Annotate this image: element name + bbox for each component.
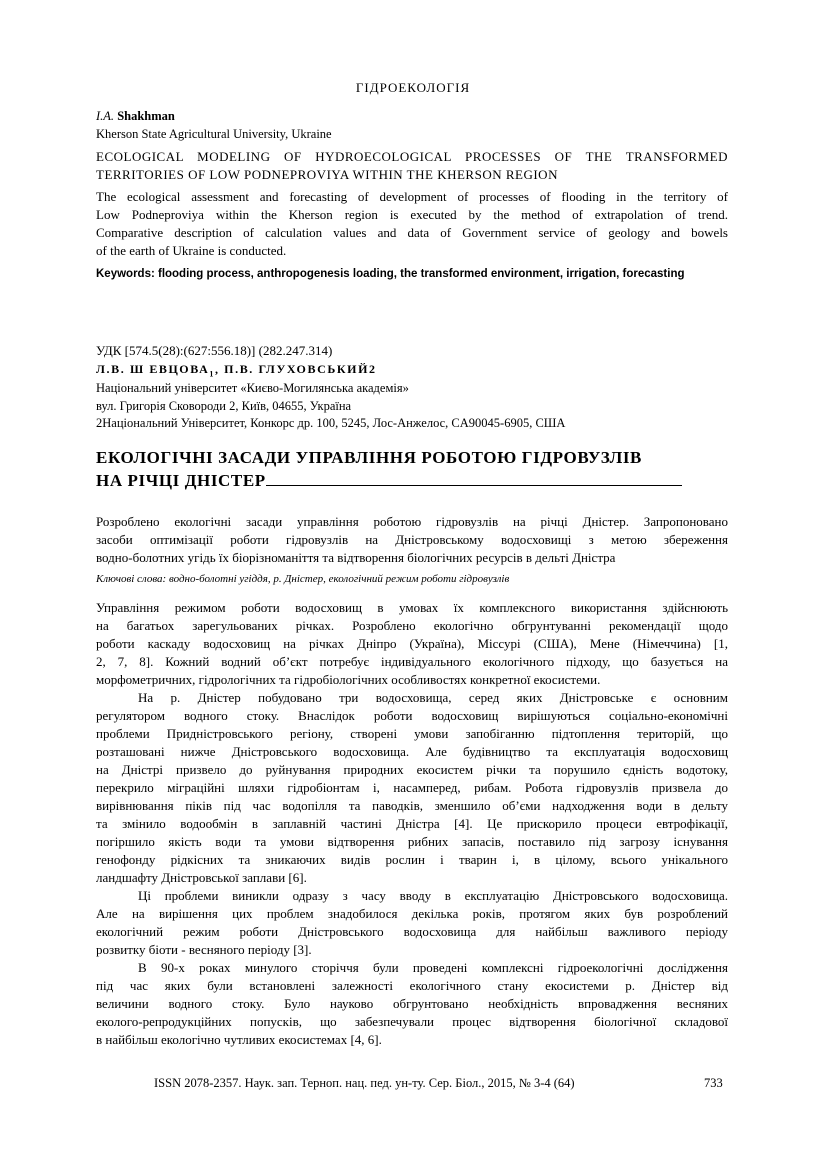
affiliation-mark: 1 <box>209 369 215 379</box>
page-number: 733 <box>704 1076 723 1090</box>
article-title <box>96 446 756 492</box>
paragraph <box>96 959 728 1049</box>
title-line <box>96 469 756 492</box>
text-line: в найбільш екологічно чутливих екосистемах [4, 6]. <box>96 1032 382 1047</box>
text-line: В 90-х роках минулого сторіччя були проведені комплексні гідроекологічні дослідження <box>138 960 728 975</box>
abstract-line: засоби оптимізації роботи гідровузлів на Дністровському водосховищі з метою збереження <box>96 532 728 547</box>
affiliation-line: вул. Григорія Сковороди 2, Київ, 04655, Україна <box>96 398 352 413</box>
text-line: 2, 7, 8]. Кожний водний об’єкт потребує індивідуального екологічного підходу, що базується на <box>96 654 728 669</box>
english-title <box>96 148 728 183</box>
text-line: екологічний режим роботи Дністровського водосховища для найбільш важливого періоду <box>96 924 728 939</box>
ukrainian-authors <box>96 362 377 378</box>
text-line: вирівнювання піків під час водопілля та паводків, зменшило об’єми надходження води в дельту <box>96 798 728 813</box>
abstract-line: Comparative description of calculation values and data of Government service of geology and bowels <box>96 225 728 240</box>
text-line: Управління режимом роботи водосховищ в умовах їх комплексного використання здійснюють <box>96 600 728 615</box>
title-line: ECOLOGICAL MODELING OF HYDROECOLOGICAL PROCESSES OF THE TRANSFORMED <box>96 149 728 164</box>
text-line: розвитку біоти - весняного періоду [3]. <box>96 942 312 957</box>
text-line: величини водного стоку. Було науково обгрунтовано необхідність впровадження весняних <box>96 996 728 1011</box>
author-name: Л.В. Ш ЕВЦОВА <box>96 362 210 376</box>
text-line: регулятором водного стоку. Внаслідок роботи водосховищ вирішуються соціально-економічні <box>96 708 728 723</box>
author-name: , П.В. ГЛУХОВСЬКИЙ <box>214 362 370 376</box>
text-line: погіршило якість води та умови відтворення рибних запасів, поставило під загрозу існування <box>96 834 728 849</box>
udk-code: УДК [574.5(28):(627:556.18)] (282.247.314) <box>96 343 333 358</box>
affiliation-mark: 2 <box>369 362 377 376</box>
abstract-line: водно-болотних угідь їх біорізноманіття та відтворення біологічних ресурсів в дельті Дністра <box>96 550 616 565</box>
text-line: На р. Дністер побудовано три водосховища, серед яких Дністровське є основним <box>138 690 728 705</box>
text-line: Ці проблеми виникли одразу з часу вводу в експлуатацію Дністровського водосховища. <box>138 888 728 903</box>
text-line: розташовані нижче Дністровського водосховища. Але будівництво та експлуатація водосховищ <box>96 744 728 759</box>
abstract-line: Low Podneproviya within the Kherson region is executed by the method of extrapolation of trend. <box>96 207 728 222</box>
text-line: перекрило міграційні шляхи гідробіонтам і, насамперед, рибам. Робота гідровузлів призвела до <box>96 780 728 795</box>
paragraph <box>96 887 728 959</box>
text-line: на Дністрі призвело до руйнування природних екосистем річки та порушило єдність водотоку, <box>96 762 728 777</box>
title-line: TERRITORIES OF LOW PODNEPROVIYA WITHIN THE KHERSON REGION <box>96 166 558 182</box>
ukrainian-affiliations <box>96 380 565 433</box>
english-abstract <box>96 188 728 260</box>
text-line: Але на вирішення цих проблем знадобилося декілька років, протягом яких був розроблений <box>96 906 728 921</box>
paragraph <box>96 689 728 887</box>
ukrainian-abstract <box>96 513 728 567</box>
author-surname: Shakhman <box>117 109 175 123</box>
title-line: ЕКОЛОГІЧНІ ЗАСАДИ УПРАВЛІННЯ РОБОТОЮ ГІДРОВУЗЛІВ <box>96 448 642 467</box>
text-line: генофонду рідкісних та зникаючих видів рослин і тварин і, в цілому, всього унікального <box>96 852 728 867</box>
title-line-text: НА РІЧЦІ ДНІСТЕР <box>96 471 266 490</box>
text-line: роботи каскаду водосховищ на річках Дніпро (Україна), Міссурі (США), Мене (Німеччина) [1, <box>96 636 728 651</box>
english-keywords: Keywords: flooding process, anthropogenesis loading, the transformed environment, irrigation, forecasting <box>96 268 685 280</box>
text-line: під час яких були встановлені залежності екологічного стану екосистеми р. Дністер від <box>96 978 728 993</box>
abstract-line: Розроблено екологічні засади управління роботою гідровузлів на річці Дністер. Запропоновано <box>96 514 728 529</box>
body-text <box>96 599 728 1049</box>
english-affiliation: Kherson State Agricultural University, Ukraine <box>96 127 332 141</box>
abstract-line: of the earth of Ukraine is conducted. <box>96 243 287 258</box>
text-line: ландшафту Дністровської заплави [6]. <box>96 870 307 885</box>
section-header: ГІДРОЕКОЛОГІЯ <box>355 80 471 95</box>
ukrainian-keywords: Ключові слова: водно-болотні угіддя, р. Дністер, екологічний режим роботи гідровузлів <box>96 573 510 585</box>
affiliation-line: 2Національний Університет, Конкорс др. 100, 5245, Лос-Анжелос, CA90045-6905, США <box>96 416 566 430</box>
text-line: на багатьох зарегульованих річках. Розроблено екологічно обгрунтуванні рекомендації щодо <box>96 618 728 633</box>
title-underline <box>266 469 682 486</box>
text-line: еколого-репродукційних попусків, що забезпечували процес відтворення біологічної складової <box>96 1014 728 1029</box>
text-line: та змінило водообмін в заплавній частині Дністра [4]. Це прискорило процеси евтрофікації, <box>96 816 728 831</box>
text-line: проблеми Придністровського регіону, створені умови запобіганню підтоплення територій, що <box>96 726 728 741</box>
paragraph <box>96 599 728 689</box>
abstract-line: The ecological assessment and forecasting of development of processes of flooding in the territory of <box>96 189 728 204</box>
english-author <box>96 109 175 124</box>
text-line: морфометричних, гідрологічних та гідробіологічних особливостях конкретної екосистеми. <box>96 672 601 687</box>
author-initials: I.A. <box>96 109 115 123</box>
affiliation-line: Національний університет «Києво-Могилянська академія» <box>96 381 409 395</box>
footer-citation: ISSN 2078-2357. Наук. зап. Терноп. нац. пед. ун-ту. Сер. Біол., 2015, № 3-4 (64) <box>154 1076 575 1090</box>
